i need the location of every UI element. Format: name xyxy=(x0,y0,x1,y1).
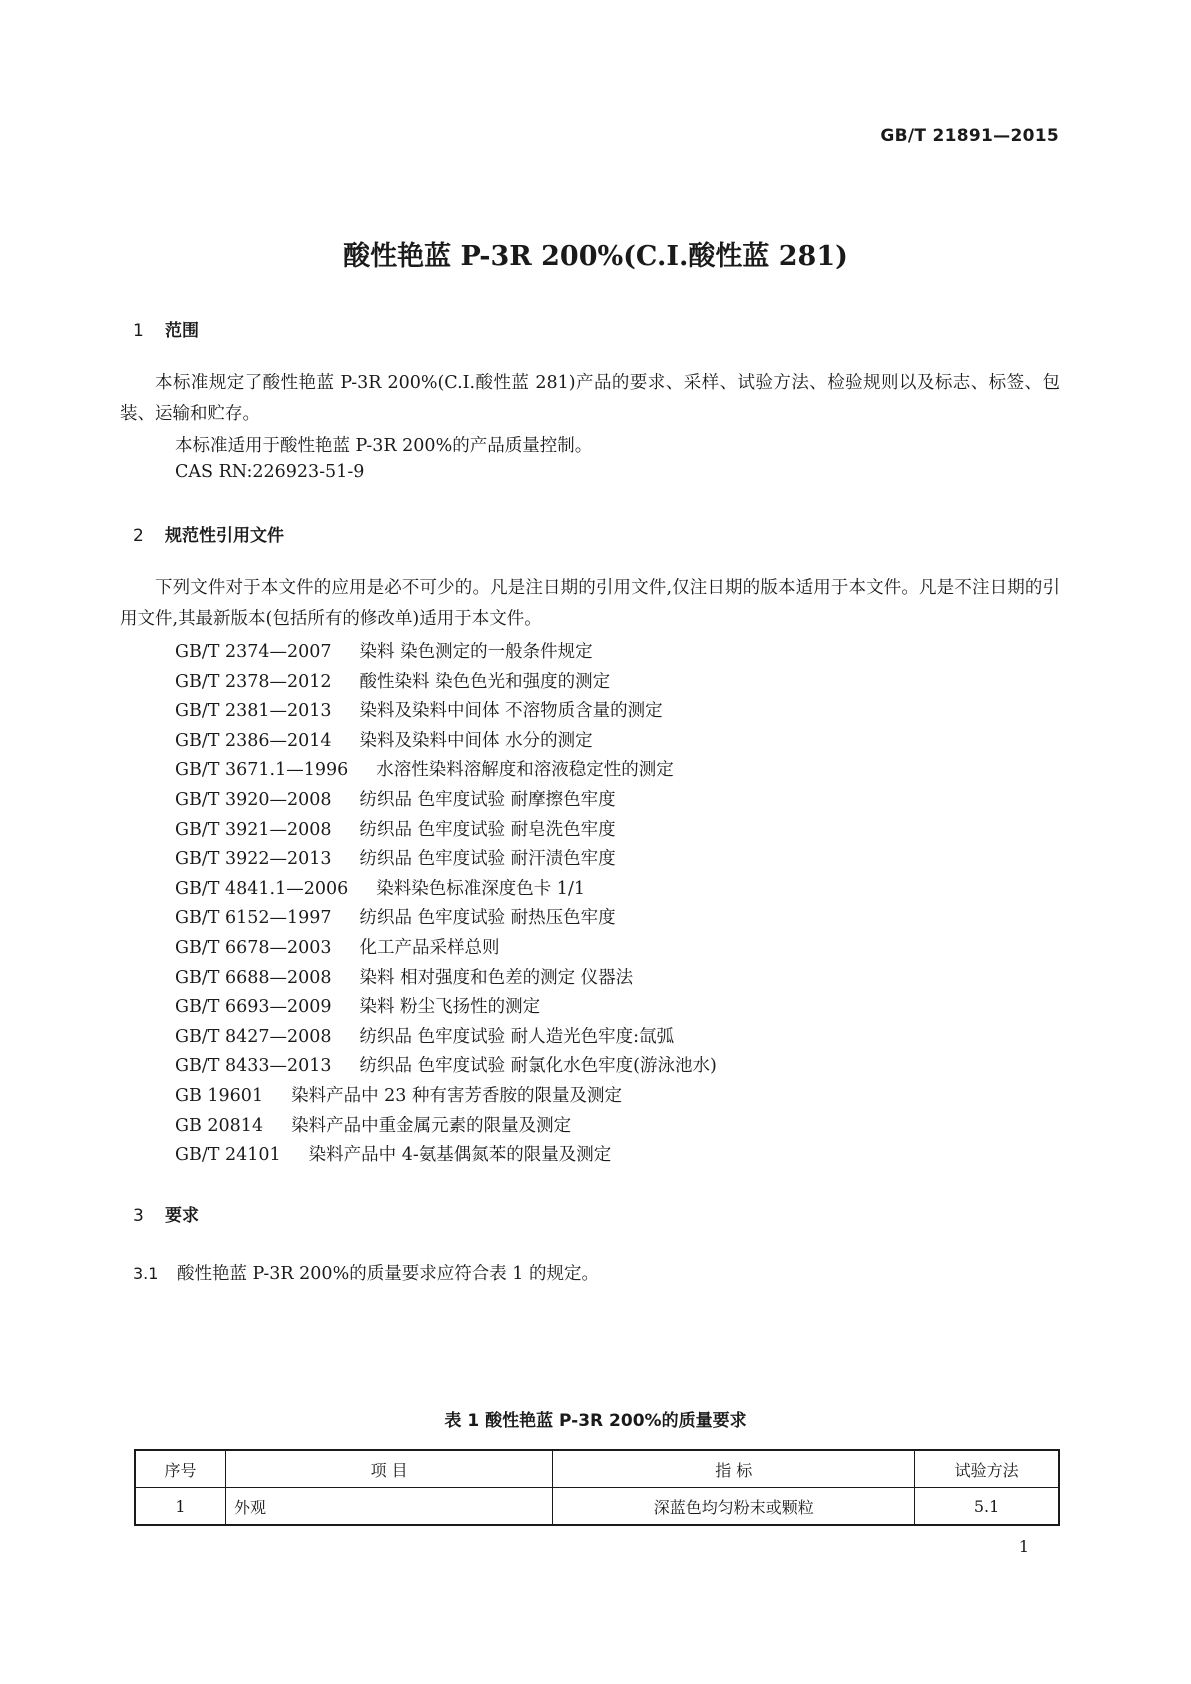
reference-item xyxy=(175,875,585,900)
header-serial: 序号 xyxy=(135,1450,225,1488)
reference-title: 染料产品中 23 种有害芳香胺的限量及测定 xyxy=(291,1086,622,1106)
reference-item xyxy=(175,845,616,870)
section-number: 3 xyxy=(133,1206,144,1226)
page-number: 1 xyxy=(1018,1537,1029,1556)
reference-title: 染料染色标准深度色卡 1/1 xyxy=(376,878,585,899)
cas-number: CAS RN:226923-51-9 xyxy=(175,462,365,482)
reference-title: 水溶性染料溶解度和溶液稳定性的测定 xyxy=(376,760,674,781)
reference-item xyxy=(175,1112,571,1137)
section-title: 要求 xyxy=(165,1206,199,1226)
clause-number: 3.1 xyxy=(133,1264,159,1283)
reference-code: GB/T 8433—2013 xyxy=(175,1056,332,1077)
reference-title: 染料 相对强度和色差的测定 仪器法 xyxy=(359,967,634,988)
reference-item xyxy=(175,1052,717,1077)
reference-code: GB 20814 xyxy=(175,1115,264,1136)
reference-code: GB/T 8427—2008 xyxy=(175,1026,332,1047)
reference-title: 染料 染色测定的一般条件规定 xyxy=(359,642,593,662)
reference-title: 染料产品中 4-氨基偶氮苯的限量及测定 xyxy=(308,1145,612,1166)
reference-item xyxy=(175,697,663,722)
section-heading-scope xyxy=(133,316,199,341)
reference-code: GB/T 3671.1—1996 xyxy=(175,760,349,781)
scope-paragraph: 本标准规定了酸性艳蓝 P-3R 200%(C.I.酸性蓝 281)产品的要求、采样、试验方法、检验规则以及标志、标签、包装、运输和贮存。 xyxy=(120,373,1060,424)
reference-item xyxy=(175,993,540,1018)
reference-title: 纺织品 色牢度试验 耐热压色牢度 xyxy=(359,908,616,929)
reference-title: 染料及染料中间体 水分的测定 xyxy=(359,730,593,751)
reference-item xyxy=(175,934,500,959)
cell-index: 深蓝色均匀粉末或颗粒 xyxy=(553,1488,915,1526)
table-header-row xyxy=(135,1450,1059,1488)
reference-code: GB/T 6678—2003 xyxy=(175,938,332,958)
reference-code: GB/T 3921—2008 xyxy=(175,819,332,840)
reference-item xyxy=(175,638,593,663)
reference-title: 纺织品 色牢度试验 耐汗渍色牢度 xyxy=(359,849,616,870)
section-number: 2 xyxy=(133,526,144,546)
reference-item xyxy=(175,816,616,841)
reference-code: GB/T 2381—2013 xyxy=(175,701,332,722)
table-caption: 表 1 酸性艳蓝 P-3R 200%的质量要求 xyxy=(444,1411,747,1431)
section-title: 范围 xyxy=(165,321,199,341)
page-title: 酸性艳蓝 P-3R 200%(C.I.酸性蓝 281) xyxy=(343,241,848,272)
reference-code: GB/T 6688—2008 xyxy=(175,967,332,988)
reference-title: 纺织品 色牢度试验 耐摩擦色牢度 xyxy=(359,790,616,810)
section-heading-references xyxy=(133,521,284,546)
section-number: 1 xyxy=(133,321,144,341)
standard-number: GB/T 21891—2015 xyxy=(880,126,1059,146)
reference-code: GB/T 4841.1—2006 xyxy=(175,878,349,899)
reference-code: GB/T 24101 xyxy=(175,1145,281,1166)
reference-code: GB/T 2374—2007 xyxy=(175,642,332,662)
section-heading-requirements xyxy=(133,1201,199,1226)
reference-code: GB 19601 xyxy=(175,1086,264,1106)
reference-item xyxy=(175,904,616,929)
quality-requirements-table xyxy=(134,1449,1060,1526)
section-title: 规范性引用文件 xyxy=(165,526,284,546)
header-index: 指 标 xyxy=(553,1450,915,1488)
reference-title: 染料 粉尘飞扬性的测定 xyxy=(359,997,541,1018)
reference-title: 纺织品 色牢度试验 耐氯化水色牢度(游泳池水) xyxy=(359,1056,717,1077)
reference-code: GB/T 6693—2009 xyxy=(175,997,332,1018)
reference-item xyxy=(175,1023,674,1048)
references-intro: 下列文件对于本文件的应用是必不可少的。凡是注日期的引用文件,仅注日期的版本适用于本文件。凡是不注日期的引用文件,其最新版本(包括所有的修改单)适用于本文件。 xyxy=(120,578,1060,629)
reference-code: GB/T 6152—1997 xyxy=(175,908,332,929)
table-row xyxy=(135,1488,1059,1526)
cell-test-method: 5.1 xyxy=(915,1488,1059,1526)
header-item: 项 目 xyxy=(225,1450,552,1488)
reference-item xyxy=(175,1141,611,1166)
header-test-method: 试验方法 xyxy=(915,1450,1059,1488)
reference-title: 酸性染料 染色色光和强度的测定 xyxy=(359,671,611,692)
reference-code: GB/T 3922—2013 xyxy=(175,849,332,870)
reference-item xyxy=(175,786,616,811)
cell-item: 外观 xyxy=(225,1488,552,1526)
reference-code: GB/T 2378—2012 xyxy=(175,671,332,692)
reference-title: 化工产品采样总则 xyxy=(359,938,500,958)
reference-code: GB/T 2386—2014 xyxy=(175,730,332,751)
reference-item xyxy=(175,727,593,752)
clause-text: 酸性艳蓝 P-3R 200%的质量要求应符合表 1 的规定。 xyxy=(177,1264,599,1284)
clause-3-1 xyxy=(133,1260,599,1285)
reference-title: 纺织品 色牢度试验 耐人造光色牢度:氙弧 xyxy=(359,1026,675,1047)
reference-item xyxy=(175,1082,622,1107)
reference-title: 纺织品 色牢度试验 耐皂洗色牢度 xyxy=(359,819,616,840)
reference-item xyxy=(175,668,610,693)
reference-title: 染料及染料中间体 不溶物质含量的测定 xyxy=(359,701,663,722)
reference-item xyxy=(175,756,674,781)
reference-item xyxy=(175,964,633,989)
scope-applicability: 本标准适用于酸性艳蓝 P-3R 200%的产品质量控制。 xyxy=(175,436,593,456)
cell-serial: 1 xyxy=(135,1488,225,1526)
reference-title: 染料产品中重金属元素的限量及测定 xyxy=(291,1115,572,1136)
reference-code: GB/T 3920—2008 xyxy=(175,790,332,810)
